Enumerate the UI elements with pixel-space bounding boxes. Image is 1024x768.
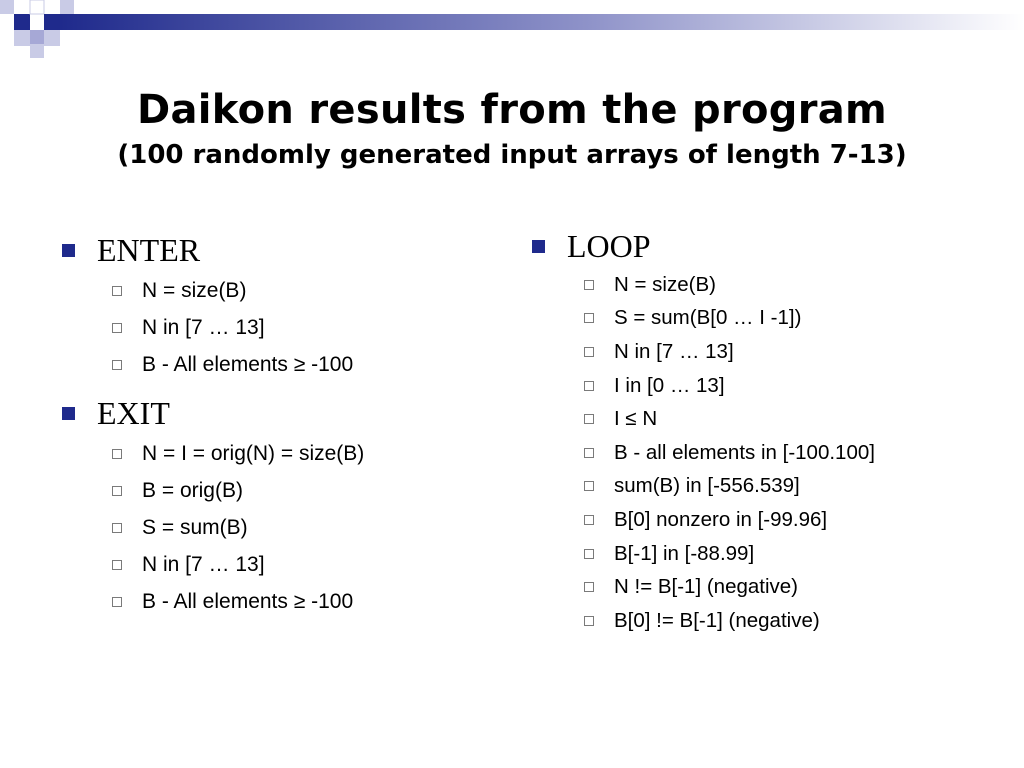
section-loop [532, 224, 992, 638]
list-item: I ≤ N [584, 402, 992, 436]
hollow-square-bullet-icon [584, 448, 594, 458]
title-block [60, 84, 964, 172]
hollow-square-bullet-icon [584, 280, 594, 290]
list-item: S = sum(B[0 … I -1]) [584, 302, 992, 336]
section-label: LOOP [567, 228, 651, 264]
list-item: N != B[-1] (negative) [584, 570, 992, 604]
hollow-square-bullet-icon [112, 323, 122, 333]
hollow-square-bullet-icon [584, 313, 594, 323]
header-decoration [0, 0, 1024, 60]
list-item: sum(B) in [-556.539] [584, 470, 992, 504]
list-item: I in [0 … 13] [584, 369, 992, 403]
hollow-square-bullet-icon [584, 549, 594, 559]
sub-list [62, 435, 502, 620]
section-enter [62, 228, 502, 383]
list-item: S = sum(B) [112, 509, 502, 546]
list-item: B[0] != B[-1] (negative) [584, 604, 992, 638]
hollow-square-bullet-icon [112, 449, 122, 459]
list-item: N = I = orig(N) = size(B) [112, 435, 502, 472]
square-bullet-icon [532, 240, 545, 253]
hollow-square-bullet-icon [112, 597, 122, 607]
hollow-square-bullet-icon [584, 481, 594, 491]
hollow-square-bullet-icon [584, 515, 594, 525]
list-item: N in [7 … 13] [584, 335, 992, 369]
right-column [532, 224, 992, 646]
slide-title: Daikon results from the program [136, 87, 888, 133]
hollow-square-bullet-icon [584, 347, 594, 357]
sub-list [532, 268, 992, 638]
left-column [62, 228, 502, 628]
hollow-square-bullet-icon [584, 381, 594, 391]
hollow-square-bullet-icon [584, 616, 594, 626]
square-bullet-icon [62, 407, 75, 420]
list-item: B[0] nonzero in [-99.96] [584, 503, 992, 537]
hollow-square-bullet-icon [584, 582, 594, 592]
slide-subtitle: (100 randomly generated input arrays of length 7-13) [117, 140, 907, 170]
section-label: ENTER [97, 232, 201, 268]
hollow-square-bullet-icon [112, 486, 122, 496]
list-item: N in [7 … 13] [112, 546, 502, 583]
list-item: B = orig(B) [112, 472, 502, 509]
hollow-square-bullet-icon [112, 523, 122, 533]
list-item: N = size(B) [584, 268, 992, 302]
sub-list [62, 272, 502, 383]
hollow-square-bullet-icon [112, 360, 122, 370]
hollow-square-bullet-icon [584, 414, 594, 424]
list-item: B - all elements in [-100.100] [584, 436, 992, 470]
list-item: B - All elements ≥ -100 [112, 346, 502, 383]
list-item: B[-1] in [-88.99] [584, 537, 992, 571]
list-item: B - All elements ≥ -100 [112, 583, 502, 620]
section-label: EXIT [97, 395, 170, 431]
square-bullet-icon [62, 244, 75, 257]
hollow-square-bullet-icon [112, 286, 122, 296]
list-item: N = size(B) [112, 272, 502, 309]
list-item: N in [7 … 13] [112, 309, 502, 346]
hollow-square-bullet-icon [112, 560, 122, 570]
section-exit [62, 391, 502, 620]
